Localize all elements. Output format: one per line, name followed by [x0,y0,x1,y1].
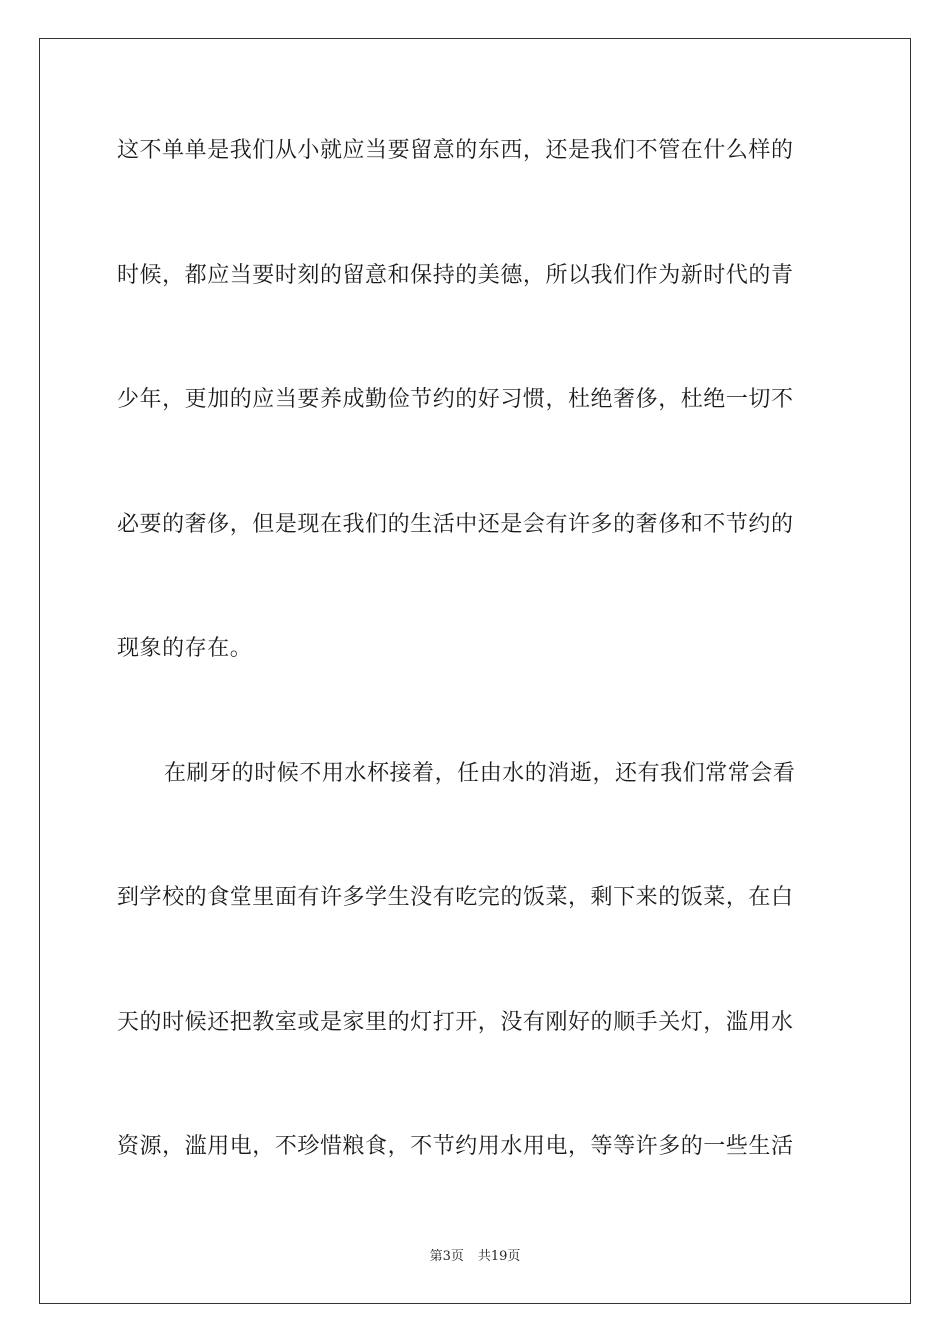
page-border [39,38,911,1304]
paragraph-line: 这不单单是我们从小就应当要留意的东西，还是我们不管在什么样的 [117,138,794,163]
paragraph-line: 资源，滥用电，不珍惜粮食，不节约用水用电，等等许多的一些生活 [117,1134,794,1159]
page-footer [0,1248,950,1266]
paragraph-line: 必要的奢侈，但是现在我们的生活中还是会有许多的奢侈和不节约的 [117,512,794,537]
paragraph-line: 天的时候还把教室或是家里的灯打开，没有刚好的顺手关灯，滥用水 [117,1010,794,1035]
paragraph-first-line: 在刷牙的时候不用水杯接着，任由水的消逝，还有我们常常会看 [164,761,796,786]
page-number: 第3页 [429,1249,464,1264]
paragraph-line: 现象的存在。 [117,636,253,661]
paragraph-line: 时候，都应当要时刻的留意和保持的美德，所以我们作为新时代的青 [117,263,794,288]
paragraph-line: 少年，更加的应当要养成勤俭节约的好习惯，杜绝奢侈，杜绝一切不 [117,387,794,412]
paragraph-line: 到学校的食堂里面有许多学生没有吃完的饭菜，剩下来的饭菜，在白 [117,885,794,910]
page-total: 共19页 [477,1249,521,1264]
